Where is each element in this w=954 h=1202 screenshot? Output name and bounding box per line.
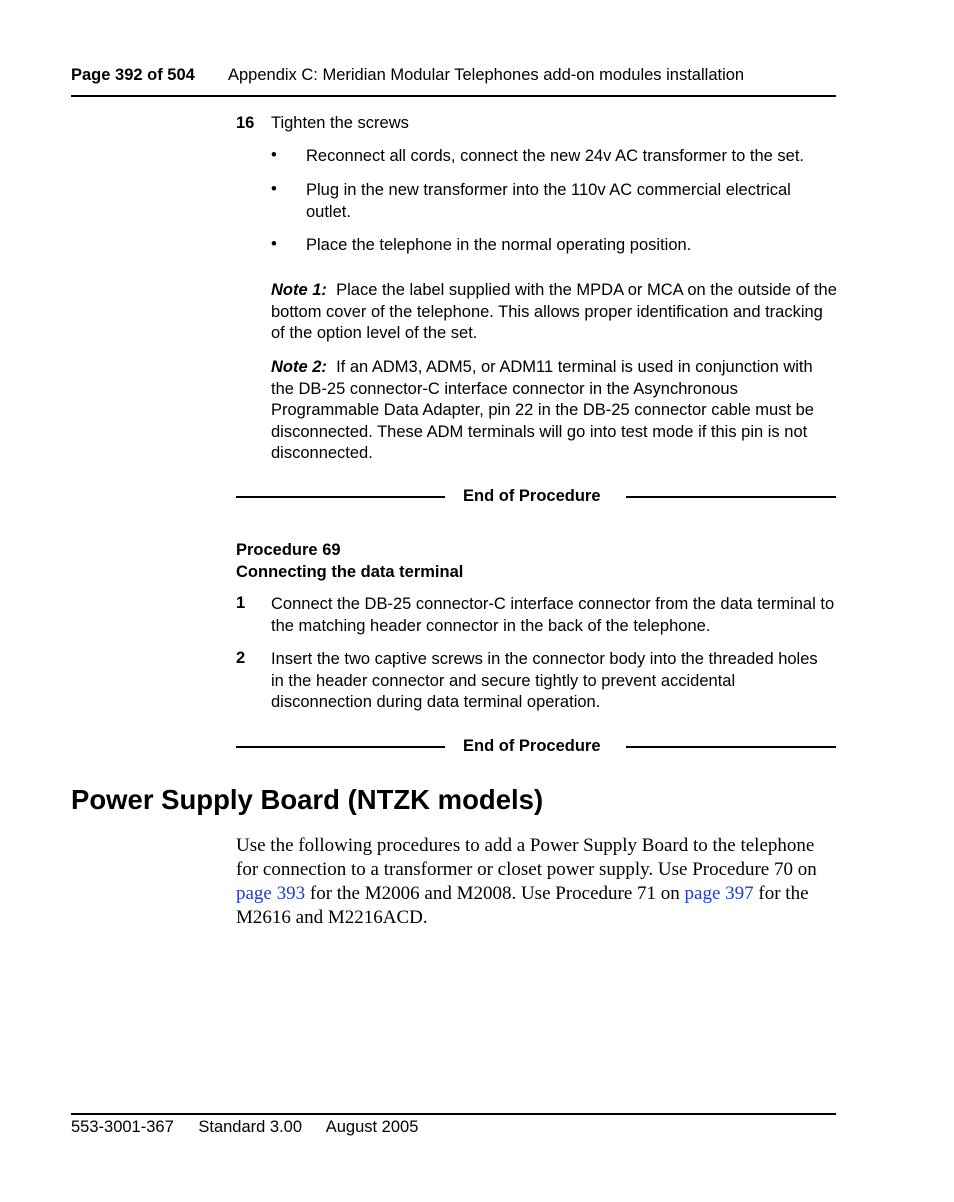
page-number-label: Page 392 of 504 [71,66,195,84]
paragraph-text: for the M2006 and M2008. Use Procedure 71 on [305,883,685,904]
publication-date: August 2005 [325,1118,419,1136]
doc-number: 553-3001-367 [71,1118,174,1136]
step-text: Insert the two captive screws in the connector body into the threaded holes in the header connector and secure tightly to prevent accidental disconnection during data terminal operation. [271,650,818,711]
note-text: If an ADM3, ADM5, or ADM11 terminal is used in conjunction with the DB-25 connector-C interface connector in the Asynchronous Programmable Data Adapter, pin 22 in the DB-25 connector cable must be disconnected. These ADM terminals will go into test mode if this pin is not disconnected. [271,358,814,462]
step-text: Connect the DB-25 connector-C interface connector from the data terminal to the matching header connector in the back of the telephone. [271,595,835,635]
note-1 [271,280,837,345]
bullet-icon: • [271,235,277,253]
section-heading: Power Supply Board (NTZK models) [71,784,544,815]
note-label: Note 2: [271,358,327,376]
section-paragraph [236,834,836,930]
note-2 [271,357,837,465]
footer [71,1118,438,1137]
step-text: Tighten the screws [271,114,409,132]
step-number: 16 [236,114,255,132]
list-item: Place the telephone in the normal operating position. [306,236,692,254]
paragraph-text: Use the following procedures to add a Power Supply Board to the telephone for connection to a transformer or closet power supply. Use Procedure 70 on [236,835,817,880]
footer-rule [71,1113,836,1115]
page-393-link[interactable]: page 393 [236,883,306,904]
note-label: Note 1: [271,281,327,299]
list-item: Reconnect all cords, connect the new 24v AC transformer to the set. [306,147,805,165]
header-rule [71,95,836,97]
procedure-number: Procedure 69 [236,541,341,559]
standard-label: Standard 3.00 [198,1118,303,1136]
step-number: 1 [236,594,246,612]
end-of-procedure-rule-right [626,746,836,748]
end-of-procedure-rule-left [236,746,445,748]
list-item: Plug in the new transformer into the 110v AC commercial electrical outlet. [306,181,791,221]
end-of-procedure-rule-left [236,496,445,498]
end-of-procedure-label: End of Procedure [463,737,601,755]
step-number: 2 [236,649,246,667]
bullet-icon: • [271,146,277,164]
end-of-procedure-label: End of Procedure [463,487,601,505]
page-397-link[interactable]: page 397 [684,883,754,904]
bullet-icon: • [271,180,277,198]
end-of-procedure-rule-right [626,496,836,498]
note-text: Place the label supplied with the MPDA or MCA on the outside of the bottom cover of the telephone. This allows proper identification and tracking of the option level of the set. [271,281,837,342]
header-title: Appendix C: Meridian Modular Telephones add-on modules installation [228,66,745,84]
paragraph-text: for the M2616 and M2216ACD. [236,883,809,928]
procedure-title: Connecting the data terminal [236,563,464,581]
